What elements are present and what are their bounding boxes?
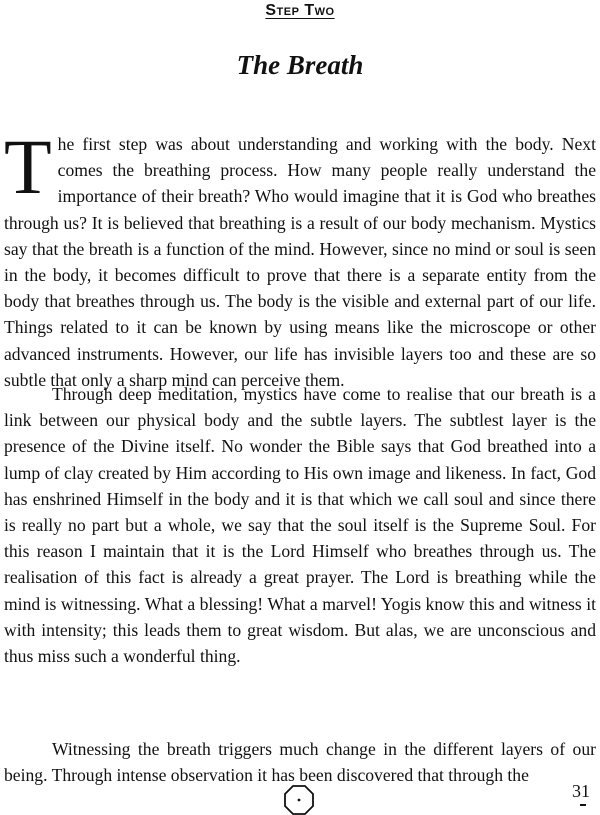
paragraph-3: Witnessing the breath triggers much change in the different layers of our being. Through intense observation it has been discovered that through the bbox=[4, 739, 596, 786]
page-number-mark bbox=[580, 804, 586, 806]
paragraph-2: Through deep meditation, mystics have come to realise that our breath is a link between our physical body and the subtle layers. The subtlest layer is the presence of the Divine itself. No wonder the Bible says that God breathed into a lump of clay created by Him according to His own image and likeness. In fact, God has enshrined Himself in the body and it is that which we call soul and since there is really no part but a whole, we say that the soul itself is the Supreme Soul. For this reason I maintain that it is the Lord Himself who breathes through us. The realisation of this fact is already a great prayer. The Lord is breathing while the mind is witnessing. What a blessing! What a marvel! Yogis know this and witness it with intensity; this leads them to great wisdom. But alas, we are unconscious and thus miss such a wonderful thing. bbox=[4, 384, 596, 667]
step-label: Step Two bbox=[265, 2, 335, 19]
page-number: 31 bbox=[572, 781, 590, 801]
drop-cap: T bbox=[4, 123, 52, 210]
paragraph-1 bbox=[4, 123, 596, 393]
chapter-title: The Breath bbox=[236, 50, 364, 80]
paragraph-1-text: he first step was about understanding and working with the body. Next comes the breathing process. How many people really understand the importance of their breath? Who would imagine that it is God who breathes through us? It is believed that breathing is a result of our body mechanism. Mystics say that the breath is a function of the mind. However, since no mind or soul is seen in the body, it becomes difficult to prove that there is a separate entity from the body that breathes through us. The body is the visible and external part of our life. Things related to it can be known by using means like the microscope or other advanced instruments. However, our life has invisible layers too and these are so subtle that only a sharp mind can perceive them. bbox=[4, 134, 596, 390]
